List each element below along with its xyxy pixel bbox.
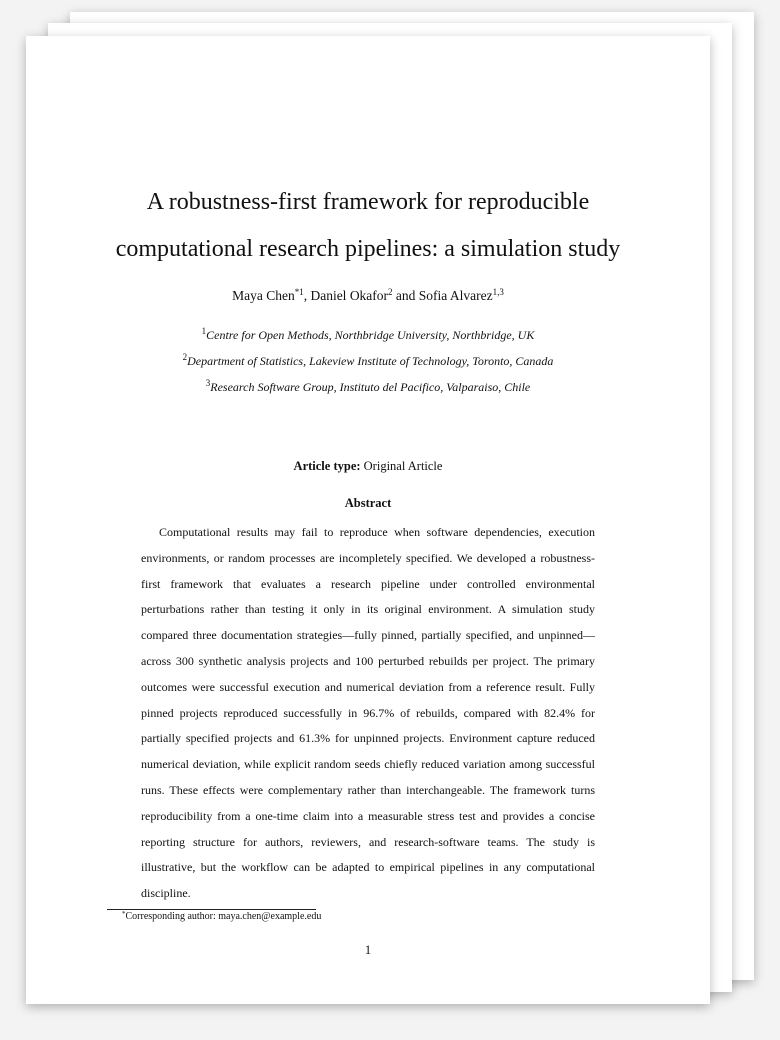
abstract-heading: Abstract (344, 496, 392, 510)
title-line-1: A robustness-first framework for reproducible (146, 189, 590, 215)
footnote-rule (107, 909, 316, 910)
author-affil-mark: 1 (299, 287, 304, 297)
corresponding-mark: * (294, 287, 300, 297)
affiliation (26, 380, 710, 395)
affiliation-text: Research Software Group, Instituto del Pacifico, Valparaiso, Chile (210, 380, 531, 394)
affiliation-text: Centre for Open Methods, Northbridge University, Northbridge, UK (206, 328, 535, 342)
affiliation-text: Department of Statistics, Lakeview Institute of Technology, Toronto, Canada (187, 354, 554, 368)
author-affil-mark: 1,3 (492, 287, 504, 297)
author-separator: , (303, 288, 311, 303)
footnote-text: Corresponding author: maya.chen@example.edu (125, 911, 322, 922)
affiliation (26, 354, 710, 369)
article-type-value: Original Article (363, 459, 443, 473)
page-number: 1 (364, 943, 372, 957)
author-affil-mark: 2 (388, 287, 393, 297)
title-line-2: computational research pipelines: a simulation study (115, 236, 621, 262)
author-name: Maya Chen (232, 288, 295, 303)
author-list (26, 288, 710, 304)
affiliation (26, 328, 710, 343)
article-type-label: Article type: (293, 459, 361, 473)
paper-page (26, 36, 710, 1004)
footnote (122, 911, 321, 922)
paper-title (26, 179, 710, 273)
affiliation-number: 3 (205, 378, 211, 388)
affiliation-number: 2 (182, 352, 188, 362)
article-type (26, 459, 710, 474)
author-name: Daniel Okafor (310, 288, 389, 303)
author-separator: and (392, 288, 419, 303)
footnote-mark: * (122, 910, 126, 918)
abstract-body: Computational results may fail to reproduce when software dependencies, execution environments, or random processes are incompletely specified. We developed a robustness-first framework that evaluates a research pipeline under controlled environmental perturbations rather than testing it only in its original environment. A simulation study compared three documentation strategies—fully pinned, partially specified, and unpinned—across 300 synthetic analysis projects and 100 perturbed rebuilds per project. The primary outcomes were successful execution and numerical deviation from a reference result. Fully pinned projects reproduced successfully in 96.7% of rebuilds, compared with 82.4% for partially specified projects and 61.3% for unpinned projects. Environment capture reduced numerical deviation, while explicit random seeds chiefly reduced variation among successful runs. These effects were complementary rather than interchangeable. The framework turns reproducibility from a one-time claim into a measurable stress test and provides a concise reporting structure for authors, reviewers, and research-software teams. The study is illustrative, but the workflow can be adapted to empirical pipelines in any computational discipline. (141, 525, 595, 901)
author-name: Sofia Alvarez (418, 288, 493, 303)
affiliation-number: 1 (201, 326, 207, 336)
